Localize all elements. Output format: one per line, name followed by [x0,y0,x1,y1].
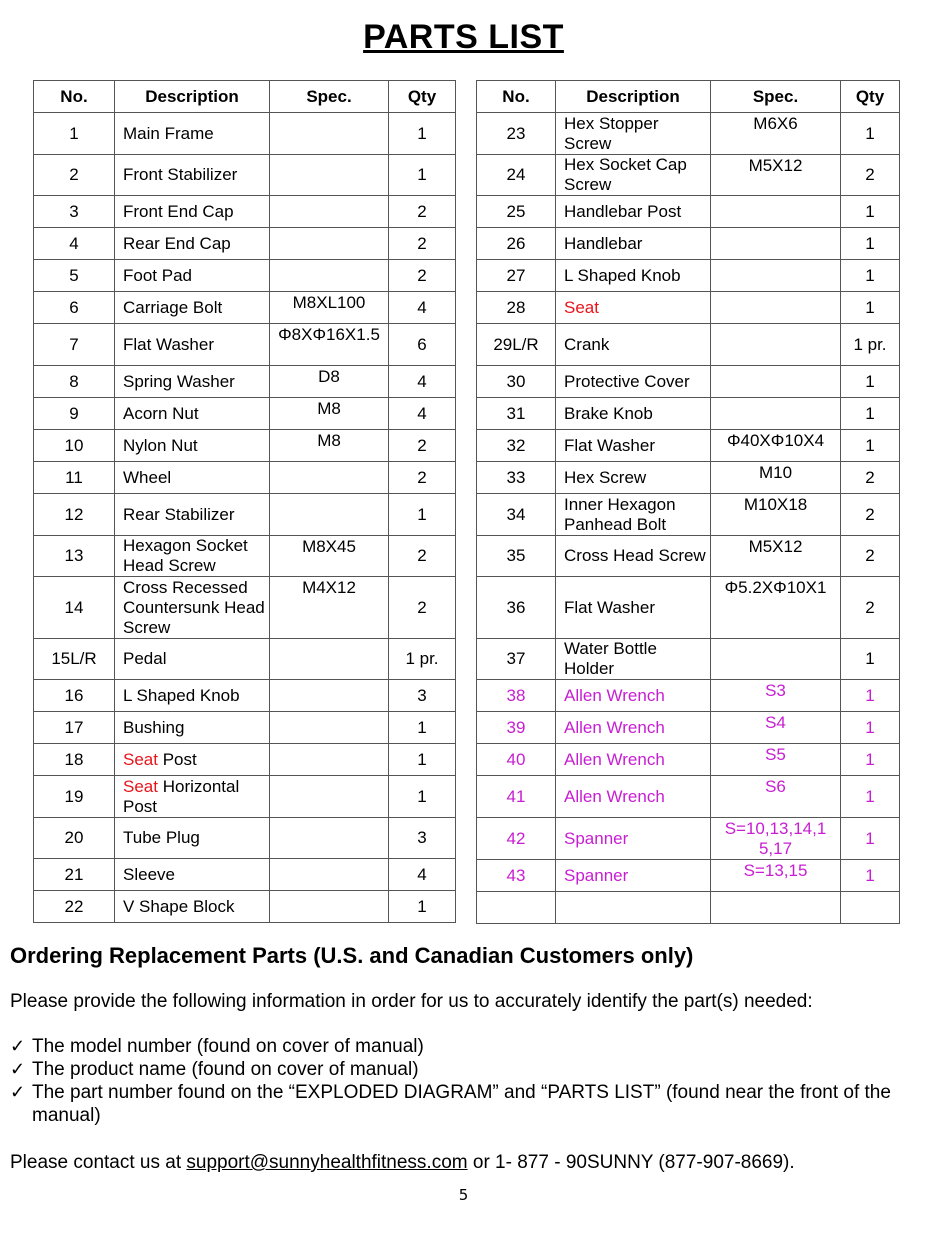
part-number: 31 [477,398,556,430]
part-number: 17 [34,712,115,744]
part-description: Bushing [115,712,270,744]
part-qty: 1 pr. [841,324,900,366]
part-qty: 1 [841,860,900,892]
part-qty: 1 [389,891,456,923]
table-row [34,228,456,260]
part-description: Main Frame [115,113,270,155]
part-description: Foot Pad [115,260,270,292]
part-qty: 1 pr. [389,639,456,680]
part-qty: 3 [389,680,456,712]
table-row [477,494,900,536]
part-number: 35 [477,536,556,577]
part-qty: 1 [841,776,900,818]
part-description: Allen Wrench [556,776,711,818]
part-number: 16 [34,680,115,712]
part-spec [270,196,389,228]
part-qty: 1 [389,494,456,536]
part-spec [270,113,389,155]
part-spec [270,712,389,744]
part-spec: S=10,13,14,15,17 [711,818,841,860]
part-description: Cross Head Screw [556,536,711,577]
part-description: Seat Post [115,744,270,776]
part-description: Flat Washer [556,430,711,462]
part-description: Rear End Cap [115,228,270,260]
part-description: Handlebar Post [556,196,711,228]
part-qty: 2 [389,462,456,494]
header-qty: Qty [841,81,900,113]
part-description: Rear Stabilizer [115,494,270,536]
part-qty: 2 [389,196,456,228]
checkmark-icon: ✓ [10,1036,26,1056]
header-no: No. [477,81,556,113]
table-row [477,113,900,155]
part-description: Tube Plug [115,818,270,859]
table-row [34,859,456,891]
part-qty: 1 [389,712,456,744]
checkmark-icon: ✓ [10,1082,26,1102]
support-email-link[interactable]: support@sunnyhealthfitness.com [186,1152,468,1173]
part-description: Flat Washer [115,324,270,366]
checklist-item: ✓ The model number (found on cover of manual) [10,1036,424,1057]
part-number: 15L/R [34,639,115,680]
part-description: Crank [556,324,711,366]
table-row [34,818,456,859]
table-row [34,680,456,712]
part-number: 23 [477,113,556,155]
part-spec [270,744,389,776]
part-number: 42 [477,818,556,860]
part-qty: 1 [841,366,900,398]
table-row [34,196,456,228]
part-description [556,892,711,924]
part-qty: 2 [389,536,456,577]
part-spec: S=13,15 [711,860,841,892]
table-row [477,818,900,860]
part-qty: 1 [389,113,456,155]
part-description: Spring Washer [115,366,270,398]
part-number [477,892,556,924]
part-spec: S6 [711,776,841,818]
part-number: 1 [34,113,115,155]
part-spec: M5X12 [711,536,841,577]
part-number: 11 [34,462,115,494]
part-spec: M4X12 [270,577,389,639]
part-spec: Φ8XΦ16X1.5 [270,324,389,366]
part-qty: 1 [841,196,900,228]
table-row [477,324,900,366]
part-spec: S4 [711,712,841,744]
part-number: 20 [34,818,115,859]
part-description: Allen Wrench [556,712,711,744]
part-number: 40 [477,744,556,776]
part-number: 33 [477,462,556,494]
part-qty: 1 [841,228,900,260]
table-row [477,639,900,680]
seat-highlight: Seat [123,749,158,769]
part-spec [270,462,389,494]
checklist-item: ✓ The part number found on the “EXPLODED DIAGRAM” and “PARTS LIST” (found near the front of the manual) [10,1082,891,1126]
page-title: PARTS LIST [363,18,564,56]
part-spec [711,260,841,292]
part-qty: 2 [841,494,900,536]
part-description: Allen Wrench [556,680,711,712]
part-spec: S3 [711,680,841,712]
part-qty: 1 [841,260,900,292]
part-description: Pedal [115,639,270,680]
table-row [477,712,900,744]
part-spec: Φ5.2XΦ10X1 [711,577,841,639]
table-row [477,680,900,712]
part-spec [711,324,841,366]
part-description: Wheel [115,462,270,494]
part-description: Spanner [556,818,711,860]
table-row [477,430,900,462]
part-description: Hexagon Socket Head Screw [115,536,270,577]
part-qty: 2 [841,462,900,494]
part-number: 32 [477,430,556,462]
part-spec: M5X12 [711,155,841,196]
table-row [34,398,456,430]
part-qty: 4 [389,859,456,891]
part-spec: M10 [711,462,841,494]
ordering-intro: Please provide the following information in order for us to accurately identify the part(s) needed: [10,991,813,1012]
header-spec: Spec. [711,81,841,113]
part-qty: 4 [389,398,456,430]
table-row [477,398,900,430]
part-number: 2 [34,155,115,196]
table-row [477,536,900,577]
part-spec [270,494,389,536]
part-spec: Φ40XΦ10X4 [711,430,841,462]
table-row [34,639,456,680]
table-row [477,366,900,398]
part-qty: 2 [841,155,900,196]
part-description: L Shaped Knob [556,260,711,292]
part-description: Acorn Nut [115,398,270,430]
part-qty: 1 [841,818,900,860]
table-row [477,892,900,924]
table-row [477,744,900,776]
part-spec [270,818,389,859]
checkmark-icon: ✓ [10,1059,26,1079]
part-description: Allen Wrench [556,744,711,776]
part-number: 13 [34,536,115,577]
part-number: 19 [34,776,115,818]
table-row [34,324,456,366]
part-description: Cross Recessed Countersunk Head Screw [115,577,270,639]
part-number: 7 [34,324,115,366]
table-row [477,228,900,260]
part-spec [270,680,389,712]
part-qty: 1 [841,113,900,155]
table-row [34,292,456,324]
part-qty [841,892,900,924]
part-description: Front End Cap [115,196,270,228]
part-spec [270,260,389,292]
seat-highlight: Seat [564,297,599,317]
part-spec: M8 [270,430,389,462]
seat-highlight: Seat [123,776,158,796]
part-qty: 1 [841,639,900,680]
part-number: 10 [34,430,115,462]
part-description: Carriage Bolt [115,292,270,324]
parts-table-right [476,80,900,924]
part-number: 6 [34,292,115,324]
part-description: Brake Knob [556,398,711,430]
part-description: Hex Socket Cap Screw [556,155,711,196]
part-spec: M10X18 [711,494,841,536]
part-number: 27 [477,260,556,292]
part-description [556,292,711,324]
part-number: 9 [34,398,115,430]
part-description: Flat Washer [556,577,711,639]
part-spec: S5 [711,744,841,776]
part-number: 37 [477,639,556,680]
part-spec [711,892,841,924]
part-qty: 6 [389,324,456,366]
part-qty: 1 [841,398,900,430]
part-description: Front Stabilizer [115,155,270,196]
part-spec [711,196,841,228]
table-row [34,155,456,196]
part-qty: 2 [389,260,456,292]
table-row [477,292,900,324]
part-description: Sleeve [115,859,270,891]
part-qty: 1 [841,744,900,776]
part-description: Hex Screw [556,462,711,494]
table-row [34,744,456,776]
part-number: 3 [34,196,115,228]
part-number: 5 [34,260,115,292]
part-description: Protective Cover [556,366,711,398]
part-qty: 1 [841,292,900,324]
table-row [477,462,900,494]
part-spec [711,366,841,398]
part-number: 24 [477,155,556,196]
table-row [477,260,900,292]
part-qty: 1 [841,712,900,744]
header-description: Description [115,81,270,113]
part-qty: 4 [389,292,456,324]
part-number: 8 [34,366,115,398]
part-qty: 2 [389,228,456,260]
part-number: 38 [477,680,556,712]
part-description: Handlebar [556,228,711,260]
part-qty: 2 [389,577,456,639]
part-number: 14 [34,577,115,639]
part-number: 36 [477,577,556,639]
contact-line: Please contact us at support@sunnyhealthfitness.com or 1- 877 - 90SUNNY (877-907-8669). [10,1152,795,1173]
part-description: Spanner [556,860,711,892]
table-row [34,712,456,744]
ordering-title: Ordering Replacement Parts (U.S. and Canadian Customers only) [10,943,694,968]
part-qty: 4 [389,366,456,398]
table-row [477,860,900,892]
table-row [34,891,456,923]
part-qty: 1 [389,776,456,818]
table-row [34,430,456,462]
part-spec: D8 [270,366,389,398]
part-description: Hex Stopper Screw [556,113,711,155]
part-spec [270,155,389,196]
part-spec [270,776,389,818]
part-number: 18 [34,744,115,776]
part-description: Seat Horizontal Post [115,776,270,818]
part-spec [711,398,841,430]
part-qty: 1 [841,430,900,462]
part-description: Nylon Nut [115,430,270,462]
part-description: Water Bottle Holder [556,639,711,680]
part-qty: 1 [389,155,456,196]
part-qty: 2 [389,430,456,462]
part-number: 28 [477,292,556,324]
part-number: 21 [34,859,115,891]
part-qty: 1 [389,744,456,776]
table-row [34,462,456,494]
part-qty: 2 [841,577,900,639]
table-row [477,196,900,228]
part-spec [270,891,389,923]
table-row [34,776,456,818]
part-spec: M8 [270,398,389,430]
table-row [34,494,456,536]
table-row [34,536,456,577]
part-spec [711,228,841,260]
part-spec [711,292,841,324]
table-row [477,577,900,639]
table-row [477,776,900,818]
part-spec [711,639,841,680]
part-description: V Shape Block [115,891,270,923]
part-spec [270,639,389,680]
page-number: 5 [458,1186,469,1204]
header-spec: Spec. [270,81,389,113]
part-number: 29L/R [477,324,556,366]
table-row [34,366,456,398]
part-spec: M6X6 [711,113,841,155]
part-number: 34 [477,494,556,536]
part-qty: 2 [841,536,900,577]
checklist-item: ✓ The product name (found on cover of manual) [10,1059,419,1080]
part-number: 22 [34,891,115,923]
header-no: No. [34,81,115,113]
header-description: Description [556,81,711,113]
part-spec [270,859,389,891]
table-row [477,155,900,196]
part-number: 26 [477,228,556,260]
header-qty: Qty [389,81,456,113]
part-number: 39 [477,712,556,744]
part-qty: 3 [389,818,456,859]
part-number: 4 [34,228,115,260]
part-description: L Shaped Knob [115,680,270,712]
info-checklist [10,1035,925,1127]
part-number: 41 [477,776,556,818]
part-spec [270,228,389,260]
part-qty: 1 [841,680,900,712]
table-row [34,577,456,639]
part-spec: M8X45 [270,536,389,577]
part-number: 30 [477,366,556,398]
table-row [34,113,456,155]
parts-table-left [33,80,456,923]
part-number: 12 [34,494,115,536]
part-description: Inner Hexagon Panhead Bolt [556,494,711,536]
part-spec: M8XL100 [270,292,389,324]
table-row [34,260,456,292]
part-number: 25 [477,196,556,228]
part-number: 43 [477,860,556,892]
